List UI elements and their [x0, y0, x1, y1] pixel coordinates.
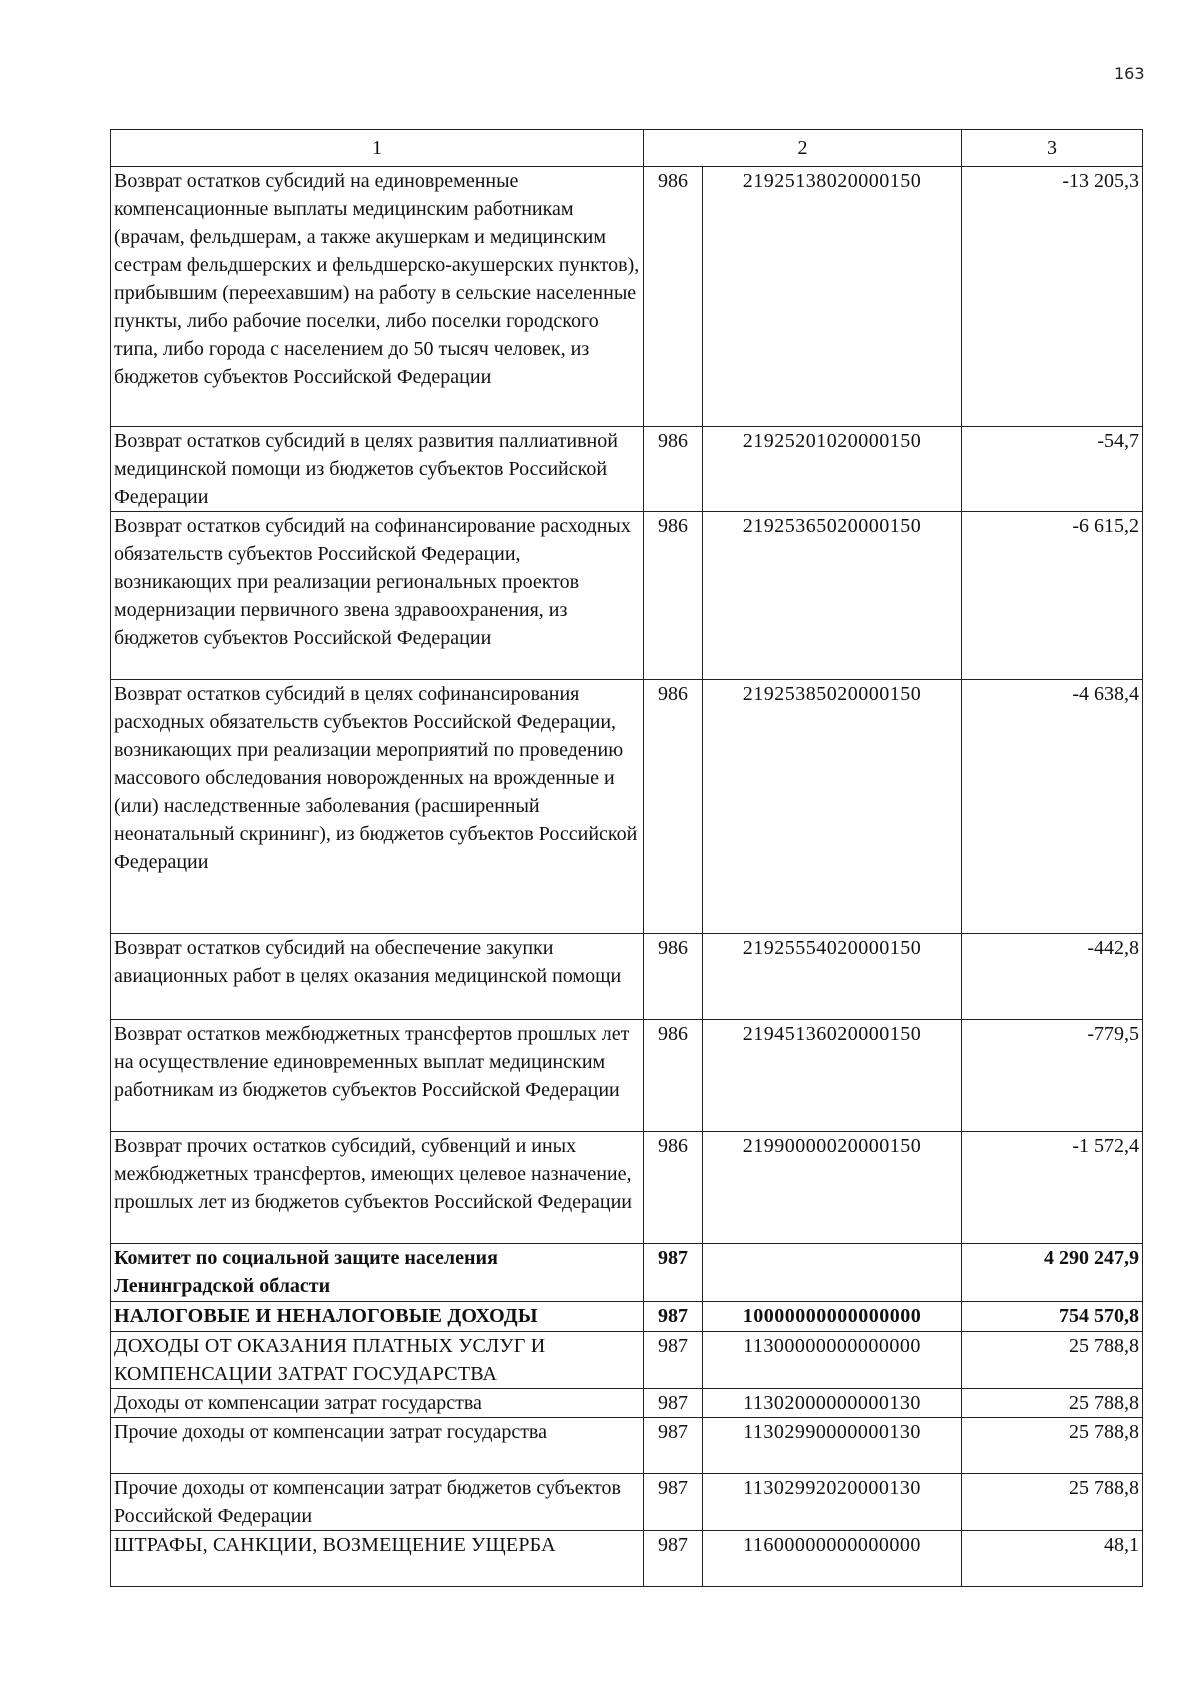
row-amount: 25 788,8 [962, 1389, 1143, 1418]
row-name: ДОХОДЫ ОТ ОКАЗАНИЯ ПЛАТНЫХ УСЛУГ И КОМПЕНСАЦИИ ЗАТРАТ ГОСУДАРСТВА [111, 1332, 644, 1389]
row-admin-code: 986 [644, 680, 703, 934]
row-amount: -779,5 [962, 1020, 1143, 1132]
row-admin-code: 986 [644, 1020, 703, 1132]
row-name: Возврат остатков субсидий в целях софинансирования расходных обязательств субъектов Российской Федерации, возникающих при реализации мероприятий по проведению массового обследования новорожденных на врожденные и (или) наследственные заболевания (расширенный неонатальный скрининг), из бюджетов субъектов Российской Федерации [111, 680, 644, 934]
row-admin-code: 986 [644, 427, 703, 512]
row-admin-code: 986 [644, 1132, 703, 1244]
row-name: НАЛОГОВЫЕ И НЕНАЛОГОВЫЕ ДОХОДЫ [111, 1302, 644, 1332]
table-header-row [111, 130, 1143, 167]
row-name: Возврат остатков субсидий на обеспечение закупки авиационных работ в целях оказания медицинской помощи [111, 934, 644, 1020]
row-amount: -442,8 [962, 934, 1143, 1020]
row-name: Доходы от компенсации затрат государства [111, 1389, 644, 1418]
table-row [111, 1389, 1143, 1418]
row-name: Возврат остатков субсидий в целях развития паллиативной медицинской помощи из бюджетов субъектов Российской Федерации [111, 427, 644, 512]
revenue-table [110, 129, 1143, 1587]
row-budget-code: 21925385020000150 [703, 680, 962, 934]
table-row [111, 1332, 1143, 1389]
row-name: Возврат остатков субсидий на софинансирование расходных обязательств субъектов Российской Федерации, возникающих при реализации региональных проектов модернизации первичного звена здравоохранения, из бюджетов субъектов Российской Федерации [111, 512, 644, 680]
table-row [111, 167, 1143, 427]
row-amount: -54,7 [962, 427, 1143, 512]
table-row [111, 1474, 1143, 1531]
row-amount: 25 788,8 [962, 1332, 1143, 1389]
table-row [111, 1418, 1143, 1474]
row-admin-code: 987 [644, 1244, 703, 1302]
row-amount: 48,1 [962, 1531, 1143, 1587]
row-admin-code: 987 [644, 1418, 703, 1474]
row-budget-code: 21990000020000150 [703, 1132, 962, 1244]
table-row [111, 680, 1143, 934]
table-row [111, 1244, 1143, 1302]
table-row [111, 512, 1143, 680]
table-row [111, 1302, 1143, 1332]
row-admin-code: 987 [644, 1389, 703, 1418]
row-budget-code: 10000000000000000 [703, 1302, 962, 1332]
table-row [111, 1531, 1143, 1587]
row-name: Возврат прочих остатков субсидий, субвенций и иных межбюджетных трансфертов, имеющих целевое назначение, прошлых лет из бюджетов субъектов Российской Федерации [111, 1132, 644, 1244]
row-amount: 25 788,8 [962, 1474, 1143, 1531]
table-row [111, 1020, 1143, 1132]
table-row [111, 1132, 1143, 1244]
row-budget-code: 21925138020000150 [703, 167, 962, 427]
row-budget-code: 21925554020000150 [703, 934, 962, 1020]
row-amount: -1 572,4 [962, 1132, 1143, 1244]
table-row [111, 427, 1143, 512]
row-budget-code: 11302990000000130 [703, 1418, 962, 1474]
page-number: 163 [1114, 64, 1145, 83]
row-budget-code: 11300000000000000 [703, 1332, 962, 1389]
row-amount: -6 615,2 [962, 512, 1143, 680]
header-col-3: 3 [962, 130, 1143, 167]
row-name: Возврат остатков межбюджетных трансфертов прошлых лет на осуществление единовременных выплат медицинским работникам из бюджетов субъектов Российской Федерации [111, 1020, 644, 1132]
row-budget-code: 11600000000000000 [703, 1531, 962, 1587]
header-col-1: 1 [111, 130, 644, 167]
row-amount: -13 205,3 [962, 167, 1143, 427]
row-admin-code: 986 [644, 934, 703, 1020]
row-budget-code: 21945136020000150 [703, 1020, 962, 1132]
row-admin-code: 987 [644, 1474, 703, 1531]
row-name: Прочие доходы от компенсации затрат государства [111, 1418, 644, 1474]
row-amount: 4 290 247,9 [962, 1244, 1143, 1302]
row-admin-code: 987 [644, 1332, 703, 1389]
table-row [111, 934, 1143, 1020]
row-budget-code: 21925201020000150 [703, 427, 962, 512]
row-admin-code: 986 [644, 512, 703, 680]
row-name: Комитет по социальной защите населения Ленинградской области [111, 1244, 644, 1302]
row-budget-code: 11302992020000130 [703, 1474, 962, 1531]
header-col-2: 2 [644, 130, 962, 167]
row-budget-code [703, 1244, 962, 1302]
row-budget-code: 11302000000000130 [703, 1389, 962, 1418]
row-admin-code: 987 [644, 1531, 703, 1587]
row-name: ШТРАФЫ, САНКЦИИ, ВОЗМЕЩЕНИЕ УЩЕРБА [111, 1531, 644, 1587]
row-amount: 25 788,8 [962, 1418, 1143, 1474]
row-name: Прочие доходы от компенсации затрат бюджетов субъектов Российской Федерации [111, 1474, 644, 1531]
row-amount: -4 638,4 [962, 680, 1143, 934]
row-budget-code: 21925365020000150 [703, 512, 962, 680]
row-admin-code: 987 [644, 1302, 703, 1332]
row-admin-code: 986 [644, 167, 703, 427]
row-amount: 754 570,8 [962, 1302, 1143, 1332]
row-name: Возврат остатков субсидий на единовременные компенсационные выплаты медицинским работникам (врачам, фельдшерам, а также акушеркам и медицинским сестрам фельдшерских и фельдшерско-акушерских пунктов), прибывшим (переехавшим) на работу в сельские населенные пункты, либо рабочие поселки, либо поселки городского типа, либо города с населением до 50 тысяч человек, из бюджетов субъектов Российской Федерации [111, 167, 644, 427]
